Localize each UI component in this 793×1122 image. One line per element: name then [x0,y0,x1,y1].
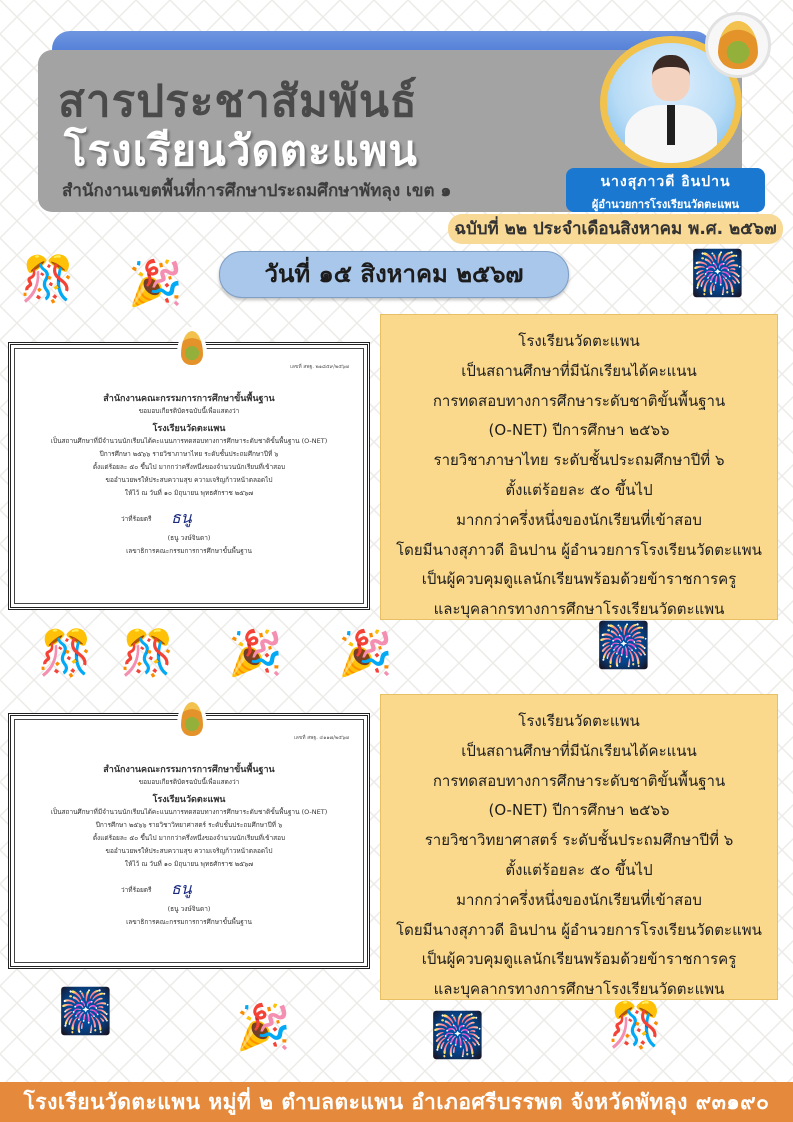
announcement-line: รายวิชาภาษาไทย ระดับชั้นประถมศึกษาปีที่ ๖ [433,451,725,470]
obec-emblem-icon [705,12,771,78]
certificate-line: ตั้งแต่ร้อยละ ๕๐ ขึ้นไป มากกว่าครึ่งหนึ่งของจำนวนนักเรียนที่เข้าสอบ [92,463,286,471]
director-name: นางสุภาวดี อินปาน [600,174,731,190]
certificate-line: ขออำนวยพรให้ประสบความสุข ความเจริญก้าวหน้าตลอดไป [105,847,273,855]
certificate-number: เลขที่ สพฐ. ๔๑๑๗/๒๕๖๗ [294,735,349,741]
announcement-line: เป็นผู้ควบคุมดูแลนักเรียนพร้อมด้วยข้าราชการครู [421,570,737,589]
certificate-org: สำนักงานคณะกรรมการการศึกษาขั้นพื้นฐาน [103,394,275,404]
certificate-line: ขออำนวยพรให้ประสบความสุข ความเจริญก้าวหน้าตลอดไป [105,476,273,484]
certificate-intro: ขอมอบเกียรติบัตรฉบับนี้เพื่อแสดงว่า [138,778,240,786]
party-popper-icon: 🎉 [228,628,283,679]
certificate-line: ปีการศึกษา ๒๕๖๖ รายวิชาวิทยาศาสตร์ ระดับชั้นประถมศึกษาปีที่ ๖ [95,821,283,829]
announcement-line: โดยมีนางสุภาวดี อินปาน ผู้อำนวยการโรงเรียนวัดตะแพน [396,540,762,559]
fireworks-icon: 🎆 [58,986,113,1037]
certificate-line: ให้ไว้ ณ วันที่ ๑๐ มิถุนายน พุทธศักราช ๒๕๖๗ [124,489,254,497]
certificate-line: ให้ไว้ ณ วันที่ ๑๐ มิถุนายน พุทธศักราช ๒๕๖๗ [124,860,254,868]
announcement-line: โรงเรียนวัดตะแพน [518,332,640,350]
certificate-number: เลขที่ สพฐ. ๒๑๘๕๙/๒๕๖๗ [290,364,349,370]
fireworks-icon: 🎆 [430,1010,485,1061]
announcement-line: มากกว่าครึ่งหนึ่งของนักเรียนที่เข้าสอบ [456,890,702,909]
announcement-line: (O-NET) ปีการศึกษา ๒๕๖๖ [488,801,670,820]
certificate-line: เป็นสถานศึกษาที่มีจำนวนนักเรียนได้คะแนนการทดสอบทางการศึกษาระดับชาติขั้นพื้นฐาน (O-NET) [50,808,328,816]
signer-rank: ว่าที่ร้อยตรี [121,886,152,894]
confetti-icon: 🎊 [20,254,75,305]
certificate-line: เป็นสถานศึกษาที่มีจำนวนนักเรียนได้คะแนนการทดสอบทางการศึกษาระดับชาติขั้นพื้นฐาน (O-NET) [50,437,328,445]
district-subtitle: สำนักงานเขตพื้นที่การศึกษาประถมศึกษาพัทลุง เขต ๑ [62,181,452,201]
confetti-icon: 🎊 [120,628,175,679]
signature: ธนู [171,508,192,527]
signer-rank: ว่าที่ร้อยตรี [121,515,152,523]
fireworks-icon: 🎆 [596,620,651,671]
announcement-line: โดยมีนางสุภาวดี อินปาน ผู้อำนวยการโรงเรียนวัดตะแพน [396,920,762,939]
announcement-line: การทดสอบทางการศึกษาระดับชาติขั้นพื้นฐาน [432,771,726,790]
certificate-intro: ขอมอบเกียรติบัตรฉบับนี้เพื่อแสดงว่า [138,407,240,415]
fireworks-icon: 🎆 [690,248,745,299]
announcement-line: และบุคลากรทางการศึกษาโรงเรียนวัดตะแพน [433,600,725,619]
school-name-title: โรงเรียนวัดตะแพน [64,126,419,175]
signer-name: (ธนู วงษ์จินดา) [167,534,211,542]
certificate-school: โรงเรียนวัดตะแพน [152,424,226,434]
obec-emblem-icon [177,327,207,369]
announcement-line: (O-NET) ปีการศึกษา ๒๕๖๖ [488,421,670,440]
announcement-thai [380,314,778,620]
signer-position: เลขาธิการคณะกรรมการการศึกษาขั้นพื้นฐาน [126,547,252,555]
announcement-line: เป็นสถานศึกษาที่มีนักเรียนได้คะแนน [461,741,697,760]
director-title: ผู้อำนวยการโรงเรียนวัดตะแพน [591,198,740,211]
signer-name: (ธนู วงษ์จินดา) [167,905,211,913]
footer-address: โรงเรียนวัดตะแพน หมู่ที่ ๒ ตำบลตะแพน อำเภอศรีบรรพต จังหวัดพัทลุง ๙๓๑๙๐ [0,1082,793,1122]
party-popper-icon: 🎉 [128,258,183,309]
director-name-box [566,168,765,212]
announcement-science [380,694,778,1000]
announcement-line: ตั้งแต่ร้อยละ ๕๐ ขึ้นไป [505,480,653,499]
obec-emblem-icon [177,698,207,740]
announcement-line: รายวิชาวิทยาศาสตร์ ระดับชั้นประถมศึกษาปีที่ ๖ [424,831,734,850]
certificate-org: สำนักงานคณะกรรมการการศึกษาขั้นพื้นฐาน [103,765,275,775]
certificate-thai [8,342,370,610]
certificate-line: ปีการศึกษา ๒๕๖๖ รายวิชาภาษาไทย ระดับชั้นประถมศึกษาปีที่ ๖ [99,450,279,458]
signature: ธนู [171,879,192,898]
party-popper-icon: 🎉 [236,1002,291,1053]
announcement-line: การทดสอบทางการศึกษาระดับชาติขั้นพื้นฐาน [432,391,726,410]
announcement-line: เป็นผู้ควบคุมดูแลนักเรียนพร้อมด้วยข้าราชการครู [421,950,737,969]
announcement-line: ตั้งแต่ร้อยละ ๕๐ ขึ้นไป [505,860,653,879]
signer-position: เลขาธิการคณะกรรมการการศึกษาขั้นพื้นฐาน [126,918,252,926]
certificate-line: ตั้งแต่ร้อยละ ๕๐ ขึ้นไป มากกว่าครึ่งหนึ่งของจำนวนนักเรียนที่เข้าสอบ [92,834,286,842]
certificate-science [8,713,370,969]
issue-label: ฉบับที่ ๒๒ ประจำเดือนสิงหาคม พ.ศ. ๒๕๖๗ [448,214,783,244]
emblem-shape [718,21,758,69]
announcement-line: โรงเรียนวัดตะแพน [518,712,640,730]
confetti-icon: 🎊 [608,1000,663,1051]
confetti-icon: 🎊 [38,628,93,679]
announcement-line: เป็นสถานศึกษาที่มีนักเรียนได้คะแนน [461,361,697,380]
newsletter-title: สารประชาสัมพันธ์ [58,76,418,127]
announcement-line: และบุคลากรทางการศึกษาโรงเรียนวัดตะแพน [433,980,725,999]
portrait-tie [667,105,675,145]
announcement-line: มากกว่าครึ่งหนึ่งของนักเรียนที่เข้าสอบ [456,510,702,529]
certificate-school: โรงเรียนวัดตะแพน [152,795,226,805]
party-popper-icon: 🎉 [338,628,393,679]
portrait-head [652,55,690,101]
date-pill: วันที่ ๑๕ สิงหาคม ๒๕๖๗ [219,251,569,298]
